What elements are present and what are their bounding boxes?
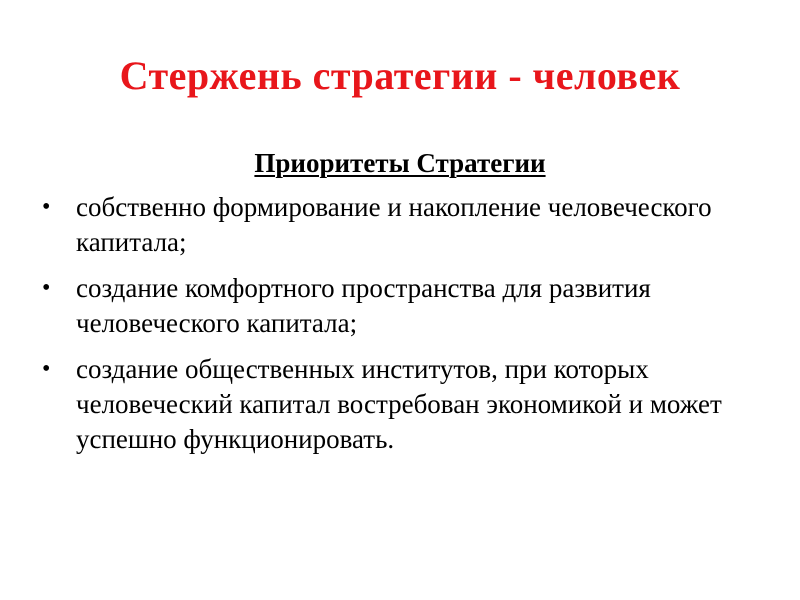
- bullet-item: [38, 271, 758, 341]
- slide-title: Стержень стратегии - человек: [119, 53, 681, 98]
- bullet-list: [38, 190, 758, 468]
- bullet-text: создание общественных институтов, при которых человеческий капитал востребован экономикой и может успешно функционировать.: [76, 354, 722, 454]
- bullet-dot-icon: •: [42, 275, 51, 301]
- bullet-item: [38, 190, 758, 260]
- bullet-text: собственно формирование и накопление человеческого капитала;: [76, 192, 712, 257]
- slide-subtitle: Приоритеты Стратегии: [254, 148, 546, 178]
- bullet-dot-icon: •: [42, 194, 51, 220]
- bullet-item: [38, 352, 758, 457]
- bullet-dot-icon: •: [42, 356, 51, 382]
- bullet-text: создание комфортного пространства для развития человеческого капитала;: [76, 273, 651, 338]
